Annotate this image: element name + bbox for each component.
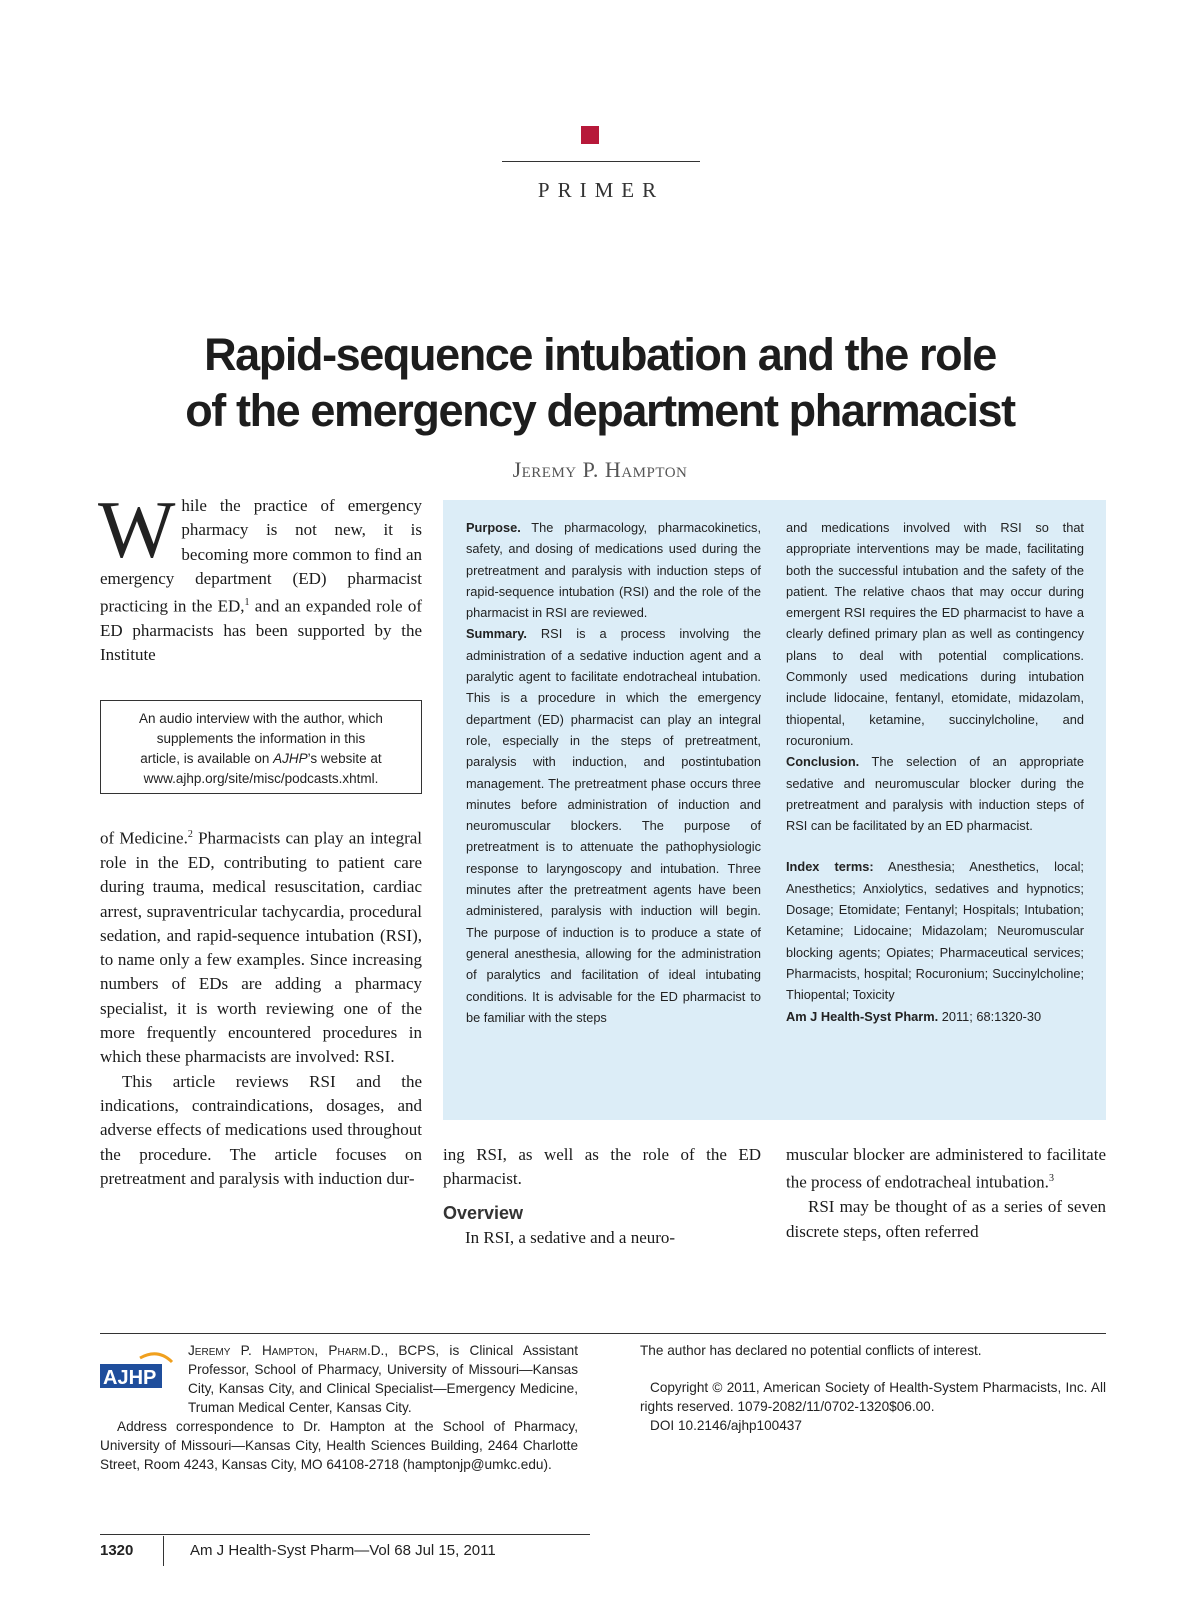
author-affiliation-block: [100, 1341, 578, 1474]
section-label: PRIMER: [537, 178, 665, 202]
abstract-column-right: [786, 517, 1084, 1027]
podcast-notice-box: [100, 700, 422, 794]
podcast-link[interactable]: www.ajhp.org/site/misc/podcasts.xhtml.: [143, 771, 379, 786]
podcast-line-2: supplements the information in this: [156, 731, 366, 746]
correspondence-address: Address correspondence to Dr. Hampton at the School of Pharmacy, University of Missouri—Kansas City, Health Sciences Building, 2464 Charlotte Street, Room 4243, Kansas City, MO 64108-2718 (hamptonjp@umkc.edu).: [100, 1419, 578, 1472]
rsi-steps-paragraph: RSI may be thought of as a series of seven discrete steps, often referred: [786, 1197, 1106, 1241]
ref-marker-2: 2: [187, 829, 193, 840]
abstract-index-terms: Index terms: Anesthesia; Anesthetics, local; Anesthetics; Anxiolytics, sedatives and hypnotics; Dosage; Etomidate; Fentanyl; Hospitals; Intubation; Ketamine; Lidocaine; Midazolam; Neuromuscular blocking agents; Opiates; Pharmaceutical services; Pharmacists, hospital; Rocuronium; Succinylcholine; Thiopental; Toxicity: [786, 859, 1084, 1003]
author-byline: Jeremy P. Hampton: [512, 457, 688, 482]
ref-marker-1: 1: [244, 597, 250, 609]
title-line-2: of the emergency department pharmacist: [185, 385, 1015, 436]
abstract-summary-continued: and medications involved with RSI so that appropriate interventions may be made, facilitating both the successful intubation and the safety of the patient. The relative chaos that may occur during emergent RSI requires the ED pharmacist to have a clearly defined primary plan as well as contingency plans to deal with potential complications. Commonly used medications during intubation include lidocaine, fentanyl, etomidate, midazolam, thiopental, ketamine, succinylcholine, and rocuronium.: [786, 520, 1084, 748]
page-footer-separator: [163, 1536, 164, 1566]
section-marker-square: [581, 126, 599, 144]
paragraph-1-continued: of Medicine.$^2$ Pharmacists can play an integral role in the ED, contributing to patient care during trauma, medical resuscitation, cardiac arrest, supraventricular tachycardia, procedural sedation, and rapid-sequence intubation (RSI), to name only a few examples. Since increasing numbers of EDs are adding a pharmacy specialist, it is worth reviewing one of the more frequently encountered procedures in which these pharmacists are involved: RSI.: [100, 828, 422, 1067]
article-title: [100, 327, 1100, 439]
header-rule: [502, 161, 700, 162]
author-affiliation: Jeremy P. Hampton, Pharm.D., BCPS, is Clinical Assistant Professor, School of Pharmacy, University of Missouri—Kansas City, Kansas City, and Clinical Specialist—Emergency Medicine, Truman Medical Center, Kansas City.: [188, 1343, 578, 1415]
drop-cap: W: [98, 484, 176, 575]
page-number: 1320: [100, 1542, 134, 1559]
body-column-3: [786, 1143, 1106, 1244]
journal-citation-line: Am J Health-Syst Pharm—Vol 68 Jul 15, 2011: [190, 1542, 496, 1559]
conflict-statement: The author has declared no potential conflicts of interest.: [640, 1343, 982, 1358]
paragraph-2-continued: ing RSI, as well as the role of the ED pharmacist.: [443, 1145, 761, 1189]
logo-text: AJHP: [103, 1367, 157, 1388]
footer-rule: [100, 1333, 1106, 1334]
podcast-line-1: An audio interview with the author, which: [139, 711, 383, 726]
body-column-1-bottom: [100, 823, 422, 1191]
title-line-1: Rapid-sequence intubation and the role: [204, 329, 996, 380]
paragraph-2: This article reviews RSI and the indications, contraindications, dosages, and adverse effects of medications used throughout the procedure. The article focuses on pretreatment and paralysis with induction dur-: [100, 1071, 422, 1188]
disclosure-block: [640, 1341, 1106, 1435]
ref-marker-3: 3: [1048, 1173, 1054, 1185]
overview-continued: muscular blocker are administered to facilitate the process of endotracheal intubation.$^3$: [786, 1145, 1106, 1192]
podcast-line-3: article, is available on AJHP’s website at: [140, 751, 382, 766]
body-column-1-top: [98, 484, 422, 668]
abstract-purpose: Purpose. The pharmacology, pharmacokinetics, safety, and dosing of medications used during the pretreatment and paralysis with induction steps of rapid-sequence intubation (RSI) and the role of the pharmacist in RSI are reviewed.: [466, 520, 761, 621]
abstract-citation: Am J Health-Syst Pharm. 2011; 68:1320-30: [786, 1008, 1042, 1024]
overview-heading: Overview: [443, 1202, 524, 1223]
abstract-summary: Summary. RSI is a process involving the administration of a sedative induction agent and a paralytic agent to facilitate endotracheal intubation. This is a procedure in which the emergency department (ED) pharmacist can play an integral role, especially in the steps of pretreatment, paralysis with induction, and postintubation management. The pretreatment phase occurs three minutes before administration of induction and neuromuscular blockers. The purpose of pretreatment is to attenuate the pathophysiologic response to laryngoscopy and intubation. Three minutes after the pretreatment agents have been administered, paralysis with induction will begin. The purpose of induction is to produce a state of general anesthesia, allowing for the administration of paralytics and facilitation of ideal intubating conditions. It is advisable for the ED pharmacist to be familiar with the steps: [466, 626, 761, 1025]
body-column-2: [443, 1143, 761, 1250]
abstract-conclusion: Conclusion. The selection of an appropriate sedative and neuromuscular blocker during the pretreatment and paralysis with induction steps of RSI can be facilitated by an ED pharmacist.: [786, 754, 1084, 834]
overview-paragraph: In RSI, a sedative and a neuro-: [465, 1227, 676, 1247]
doi-line: DOI 10.2146/ajhp100437: [650, 1418, 802, 1433]
copyright-statement: Copyright © 2011, American Society of Health-System Pharmacists, Inc. All rights reserved. 1079-2082/11/0702-1320$06.00.: [640, 1380, 1106, 1414]
abstract-column-left: [466, 517, 761, 1028]
page-footer-rule: [100, 1534, 590, 1535]
intro-paragraph: While the practice of emergency pharmacy is not new, it is becoming more common to find an emergency department (ED) pharmacist practicing in the ED,$^1$ and an expanded role of ED pharmacists has been supported by the Institute: [98, 484, 422, 665]
